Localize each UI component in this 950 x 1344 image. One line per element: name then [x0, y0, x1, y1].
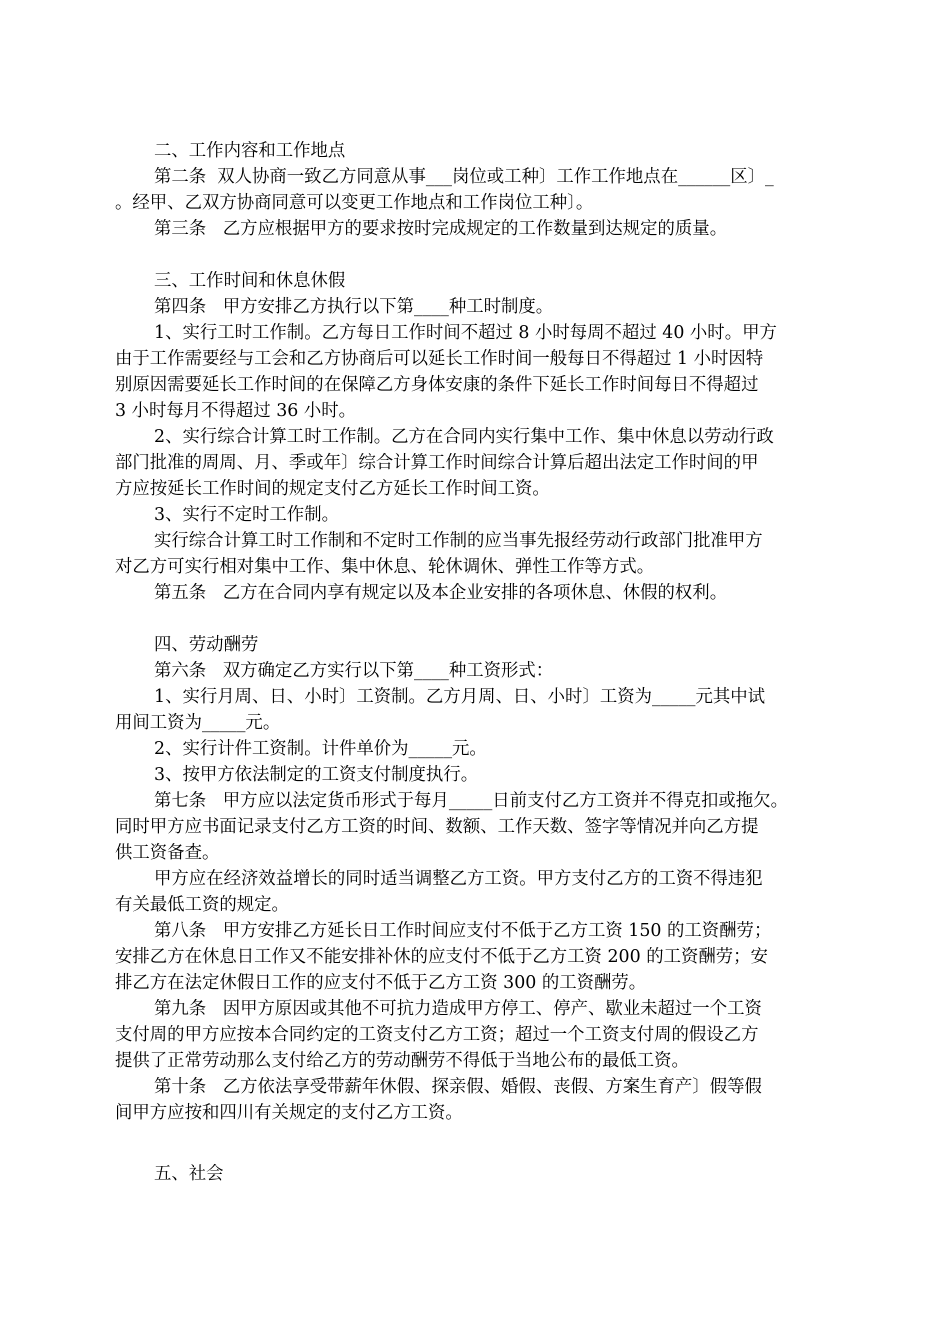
text-line: 1、实行月周、日、小时〕工资制。乙方月周、日、小时〕工资为_____元其中试 — [154, 687, 766, 707]
section-heading: 二、工作内容和工作地点 — [154, 141, 346, 161]
text-line: 由于工作需要经与工会和乙方协商后可以延长工作时间一般每日不得超过 1 小时因特 — [115, 349, 764, 369]
text-line: 3、按甲方依法制定的工资支付制度执行。 — [154, 765, 479, 785]
text-line: 第五条 乙方在合同内享有规定以及本企业安排的各项休息、休假的权利。 — [154, 583, 728, 603]
text-line: 第八条 甲方安排乙方延长日工作时间应支付不低于乙方工资 150 的工资酬劳； — [154, 921, 772, 941]
text-line: 部门批准的周周、月、季或年〕综合计算工作时间综合计算后超出法定工作时间的甲 — [115, 453, 759, 473]
text-line: 方应按延长工作时间的规定支付乙方延长工作时间工资。 — [115, 479, 550, 499]
paragraph-spacer — [115, 1126, 850, 1161]
section-heading: 四、劳动酬劳 — [154, 635, 259, 655]
text-line: 提供了正常劳动那么支付给乙方的劳动酬劳不得低于当地公布的最低工资。 — [115, 1051, 689, 1071]
paragraph-spacer — [115, 242, 850, 268]
text-line: 3、实行不定时工作制。 — [154, 505, 339, 525]
text-line: 供工资备查。 — [115, 843, 220, 863]
text-line: 3 小时每月不得超过 36 小时。 — [115, 401, 357, 421]
text-line: 间甲方应按和四川有关规定的支付乙方工资。 — [115, 1103, 463, 1123]
text-line: 实行综合计算工时工作制和不定时工作制的应当事先报经劳动行政部门批准甲方 — [154, 531, 763, 551]
text-line: 第四条 甲方安排乙方执行以下第____种工时制度。 — [154, 297, 554, 317]
text-line: 用间工资为_____元。 — [115, 713, 281, 733]
text-line: 同时甲方应书面记录支付乙方工资的时间、数额、工作天数、签字等情况并向乙方提 — [115, 817, 759, 837]
text-line: 第三条 乙方应根据甲方的要求按时完成规定的工作数量到达规定的质量。 — [154, 219, 728, 239]
text-line: 安排乙方在休息日工作又不能安排补休的应支付不低于乙方工资 200 的工资酬劳；安 — [115, 947, 768, 967]
document-body — [115, 138, 850, 1187]
text-line: 别原因需要延长工作时间的在保障乙方身体安康的条件下延长工作时间每日不得超过 — [115, 375, 759, 395]
section-heading: 五、社会 — [154, 1164, 224, 1184]
text-line: 第七条 甲方应以法定货币形式于每月_____日前支付乙方工资并不得克扣或拖欠。 — [154, 791, 788, 811]
text-line: 有关最低工资的规定。 — [115, 895, 289, 915]
text-line: 第九条 因甲方原因或其他不可抗力造成甲方停工、停产、歇业未超过一个工资 — [154, 999, 762, 1019]
text-line: 1、实行工时工作制。乙方每日工作时间不超过 8 小时每周不超过 40 小时。甲方 — [154, 323, 777, 343]
text-line: 2、实行综合计算工时工作制。乙方在合同内实行集中工作、集中休息以劳动行政 — [154, 427, 774, 447]
text-line: 。经甲、乙双方协商同意可以变更工作地点和工作岗位工种〕。 — [115, 193, 594, 213]
text-line: 第十条 乙方依法享受带薪年休假、探亲假、婚假、丧假、方案生育产〕假等假 — [154, 1077, 762, 1097]
paragraph-spacer — [115, 606, 850, 632]
text-line: 对乙方可实行相对集中工作、集中休息、轮休调休、弹性工作等方式。 — [115, 557, 655, 577]
text-line: 支付周的甲方应按本合同约定的工资支付乙方工资；超过一个工资支付周的假设乙方 — [115, 1025, 759, 1045]
text-line: 第二条 双人协商一致乙方同意从事___岗位或工种〕工作工作地点在______区〕_ — [154, 167, 774, 187]
text-line: 甲方应在经济效益增长的同时适当调整乙方工资。甲方支付乙方的工资不得违犯 — [154, 869, 763, 889]
section-heading: 三、工作时间和休息休假 — [154, 271, 346, 291]
text-line: 排乙方在法定休假日工作的应支付不低于乙方工资 300 的工资酬劳。 — [115, 973, 647, 993]
text-line: 第六条 双方确定乙方实行以下第____种工资形式： — [154, 661, 554, 681]
text-line: 2、实行计件工资制。计件单价为_____元。 — [154, 739, 487, 759]
